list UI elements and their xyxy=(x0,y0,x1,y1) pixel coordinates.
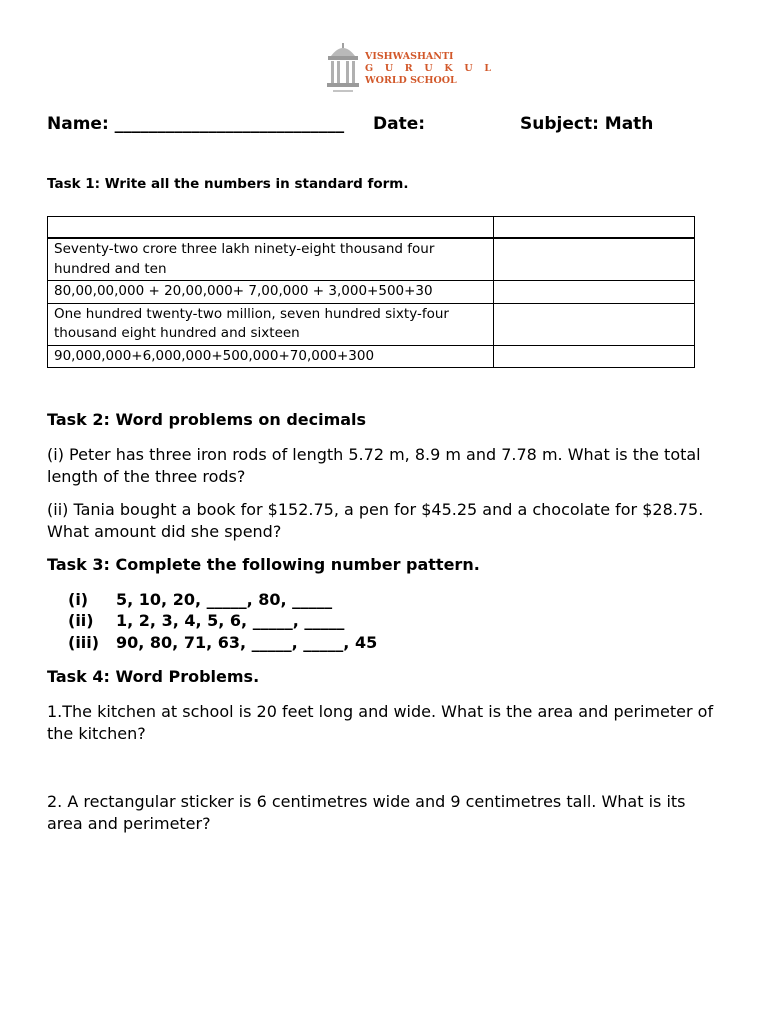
table-row xyxy=(48,238,695,281)
logo-line-2: G U R U K U L xyxy=(365,63,496,74)
answer-cell[interactable] xyxy=(494,345,695,368)
table-row xyxy=(48,303,695,345)
task1-heading: Task 1: Write all the numbers in standard form. xyxy=(47,176,409,192)
task3-heading: Task 3: Complete the following number pattern. xyxy=(47,555,480,574)
pattern-item xyxy=(68,589,332,611)
number-words-cell: 90,000,000+6,000,000+500,000+70,000+300 xyxy=(48,345,494,368)
task2-question-1: (i) Peter has three iron rods of length 5.72 m, 8.9 m and 7.78 m. What is the total length of the three rods? xyxy=(47,445,701,486)
answer-cell[interactable] xyxy=(494,238,695,281)
pattern-text: 5, 10, 20, _____, 80, _____ xyxy=(116,590,333,609)
subject-label: Subject: Math xyxy=(520,114,654,134)
pattern-text: 1, 2, 3, 4, 5, 6, _____, _____ xyxy=(116,611,345,630)
number-words-cell: Seventy-two crore three lakh ninety-eight thousand four hundred and ten xyxy=(48,238,494,281)
logo-line-1: VISHWASHANTI xyxy=(365,51,454,62)
date-field-label: Date: xyxy=(373,114,426,134)
pillared-dome-icon xyxy=(325,42,361,96)
standard-form-table xyxy=(47,216,695,368)
pattern-number: (i) xyxy=(68,590,89,609)
task4-question-1: 1.The kitchen at school is 20 feet long and wide. What is the area and perimeter of the kitchen? xyxy=(47,702,714,743)
table-header-row xyxy=(48,217,695,239)
pattern-text: 90, 80, 71, 63, _____, _____, 45 xyxy=(116,633,378,652)
answer-cell[interactable] xyxy=(494,303,695,345)
task2-question-2: (ii) Tania bought a book for $152.75, a pen for $45.25 and a chocolate for $28.75. What amount did she spend? xyxy=(47,500,704,541)
pattern-item xyxy=(68,632,377,654)
number-words-cell: 80,00,00,000 + 20,00,000+ 7,00,000 + 3,000+500+30 xyxy=(48,281,494,304)
table-header-cell xyxy=(48,217,494,239)
table-header-cell xyxy=(494,217,695,239)
answer-cell[interactable] xyxy=(494,281,695,304)
pattern-item xyxy=(68,610,344,632)
task2-heading: Task 2: Word problems on decimals xyxy=(47,410,367,429)
name-field-label: Name: ___________________________ xyxy=(47,114,345,134)
pattern-number: (iii) xyxy=(68,633,100,652)
school-logo xyxy=(325,42,496,96)
table-row xyxy=(48,345,695,368)
number-words-cell: One hundred twenty-two million, seven hundred sixty-four thousand eight hundred and sixteen xyxy=(48,303,494,345)
task4-question-2: 2. A rectangular sticker is 6 centimetres wide and 9 centimetres tall. What is its area and perimeter? xyxy=(47,792,686,833)
logo-wordmark xyxy=(365,51,495,87)
table-row xyxy=(48,281,695,304)
pattern-number: (ii) xyxy=(68,611,94,630)
task4-heading: Task 4: Word Problems. xyxy=(47,667,260,686)
logo-line-3: WORLD SCHOOL xyxy=(365,75,457,86)
